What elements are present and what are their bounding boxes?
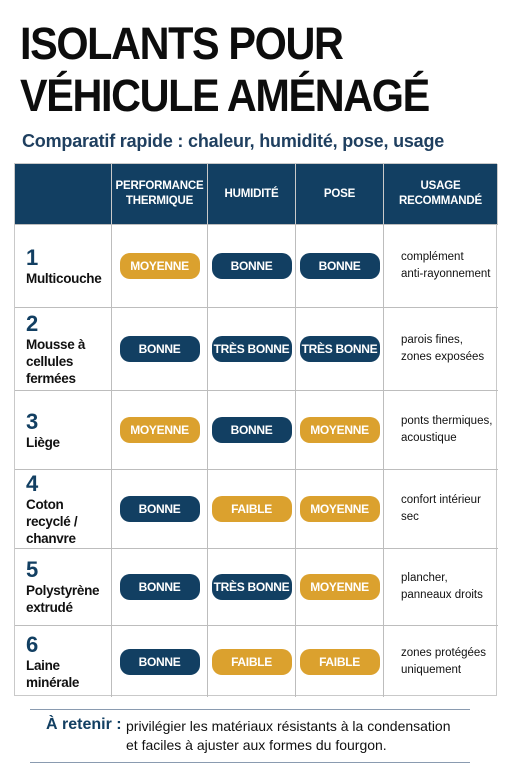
thermal-rating-badge: BONNE [120,496,200,522]
header-empty [15,164,112,224]
page-title [20,18,462,122]
humidity-rating-badge: FAIBLE [212,496,292,522]
footer-label: À retenir : [46,716,122,733]
humidity-rating-badge: FAIBLE [212,649,292,675]
footer-text [126,717,486,755]
humidity-rating-badge: BONNE [212,253,292,279]
thermal-rating-badge: MOYENNE [120,253,200,279]
header-performance-line-2: THERMIQUE [125,195,194,207]
title-line-1: ISOLANTS POUR [20,18,343,69]
footer-divider-bottom [30,762,470,763]
header-performance-line-1: PERFORMANCE [115,180,204,192]
humidity-rating-badge: TRÈS BONNE [212,574,292,600]
row-number: 4 [26,470,39,496]
usage-line-1: plancher, [401,572,448,584]
row-number: 1 [26,244,39,270]
usage-text [384,390,498,469]
material-name-line-2: chanvre [26,530,76,546]
row-6-name [15,625,112,697]
usage-text [384,469,498,548]
usage-line-1: parois fines, [401,334,464,346]
footer-divider-top [30,709,470,710]
subtitle: Comparatif rapide : chaleur, humidité, pose, usage [22,131,445,151]
usage-text [384,224,498,307]
row-number: 5 [26,557,39,582]
footer-line-2: et faciles à ajuster aux formes du fourgon. [126,737,387,753]
row-4-name [15,469,112,548]
material-name: Polystyrène [26,583,100,598]
pose-rating-badge: MOYENNE [300,574,380,600]
comparison-table [14,163,497,696]
pose-rating-badge: FAIBLE [300,649,380,675]
usage-line-2: zones exposées [401,351,485,363]
material-name-line-2: cellules fermées [26,353,76,386]
usage-line-1: confort intérieur sec [401,494,481,523]
row-number: 6 [26,631,39,657]
row-3-name [15,390,112,469]
pose-rating-badge: TRÈS BONNE [300,336,380,362]
header-humidite: HUMIDITÉ [208,164,296,224]
usage-line-2: anti-rayonnement [401,268,491,280]
material-name-line-2: minérale [26,674,80,690]
usage-text [384,625,498,697]
material-name: Liège [26,434,60,450]
row-5-name [15,548,112,625]
usage-line-2: uniquement [401,663,462,676]
usage-line-1: complément [401,251,464,263]
material-name: Multicouche [26,270,102,286]
material-name-line-2: extrudé [26,600,73,615]
pose-rating-badge: BONNE [300,253,380,279]
row-number: 3 [26,408,39,434]
row-number: 2 [26,310,39,336]
usage-line-2: acoustique [401,432,457,444]
usage-line-1: ponts thermiques, [401,415,493,427]
thermal-rating-badge: MOYENNE [120,417,200,443]
thermal-rating-badge: BONNE [120,574,200,600]
usage-text [384,307,498,390]
humidity-rating-badge: TRÈS BONNE [212,336,292,362]
material-name: Laine [26,657,60,673]
header-usage: USAGE RECOMMANDÉ [384,164,498,224]
pose-rating-badge: MOYENNE [300,496,380,522]
pose-rating-badge: MOYENNE [300,417,380,443]
row-1-name [15,224,112,307]
header-pose: POSE [296,164,384,224]
material-name: Coton recyclé / [26,496,78,529]
thermal-rating-badge: BONNE [120,336,200,362]
usage-line-2: panneaux droits [401,589,483,601]
usage-text [384,548,498,625]
thermal-rating-badge: BONNE [120,649,200,675]
material-name: Mousse à [26,336,86,352]
header-performance [112,164,208,224]
usage-line-1: zones protégées [401,646,487,659]
humidity-rating-badge: BONNE [212,417,292,443]
row-2-name [15,307,112,390]
footer-line-1: privilégier les matériaux résistants à la condensation [126,718,451,734]
title-line-2: VÉHICULE AMÉNAGÉ [20,70,429,121]
